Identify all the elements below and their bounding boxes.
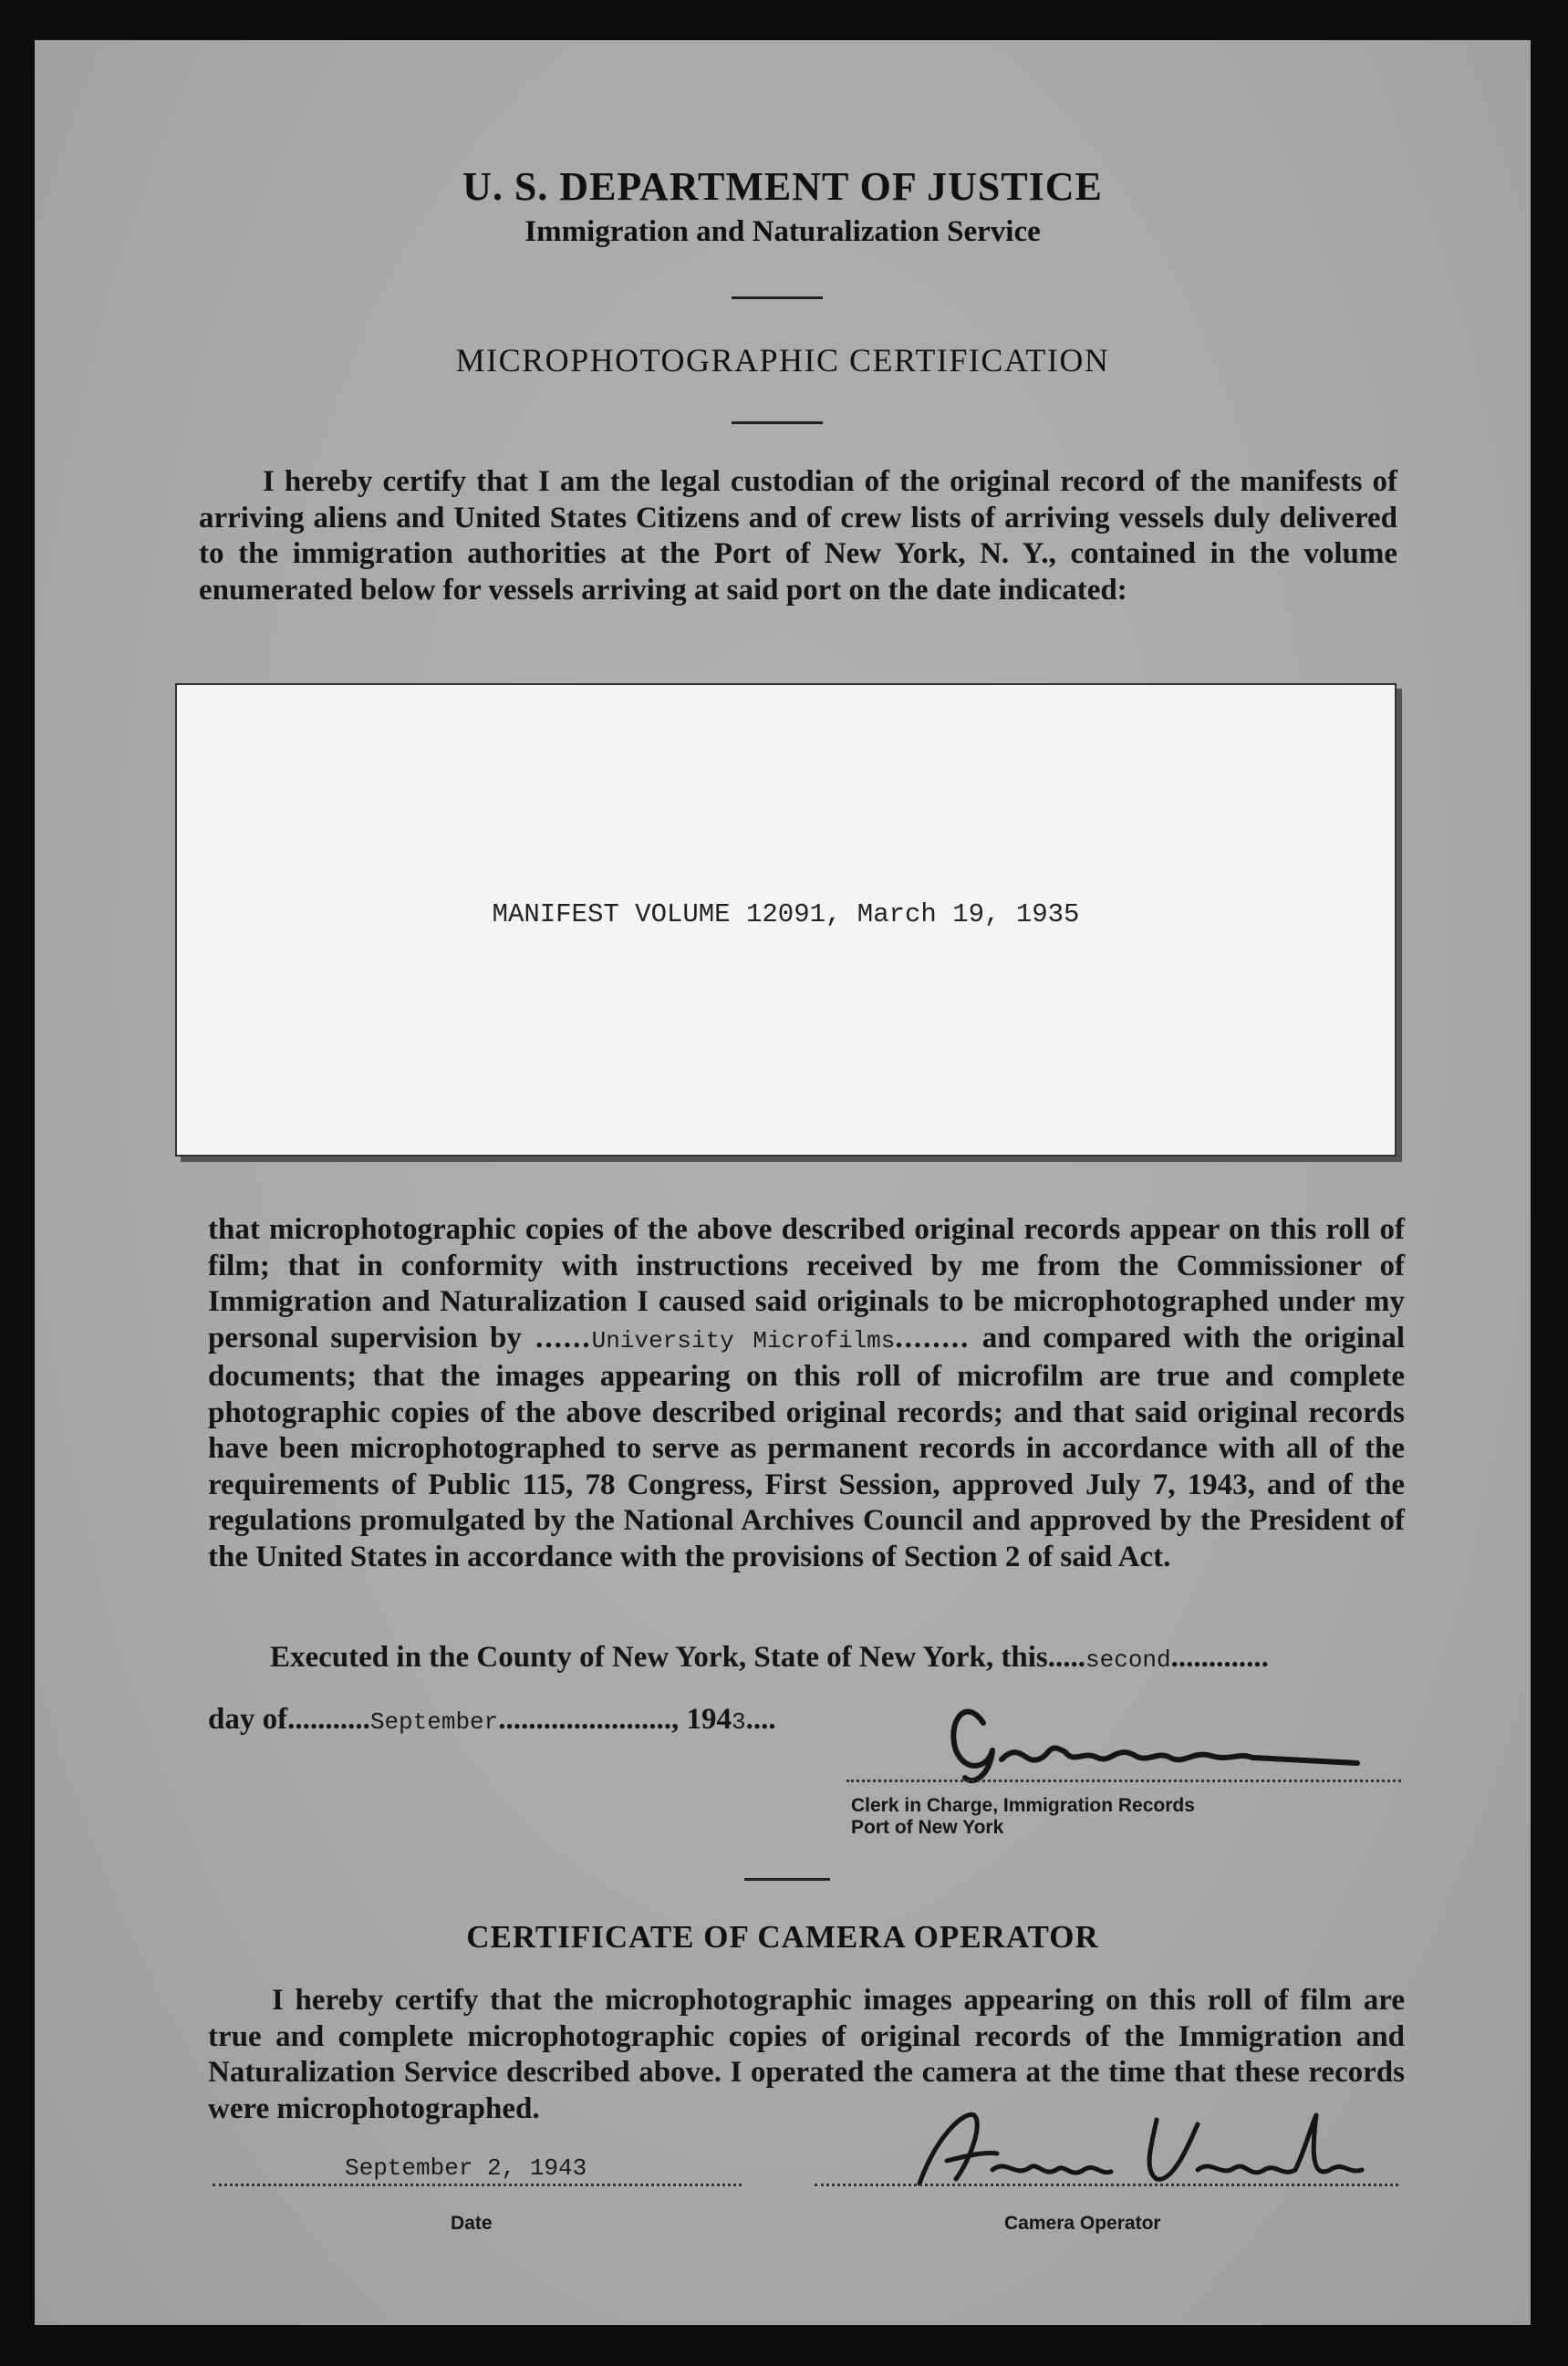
department-heading: U. S. DEPARTMENT OF JUSTICE: [462, 164, 1103, 209]
divider: [744, 1878, 830, 1881]
camera-operator-paragraph: I hereby certify that the microphotographic images appearing on this roll of film are true and complete microphotographic copies of original records of the Immigration and Naturalization Service described above. I operated the camera at the time that these records were microphotographed.: [208, 1984, 1405, 2125]
year-prefix: 194: [686, 1703, 732, 1736]
clerk-label: [851, 1795, 1195, 1839]
clerk-location: Port of New York: [851, 1817, 1004, 1838]
camera-operator-title: CERTIFICATE OF CAMERA OPERATOR: [466, 1919, 1099, 1955]
execution-line: Executed in the County of New York, State of New York, this.....second.............: [270, 1641, 1269, 1674]
divider: [732, 296, 823, 299]
operator-signature-line: [815, 2184, 1398, 2186]
execution-month: September: [369, 1708, 499, 1736]
body-text-part2: and compared with the original documents; that the images appearing on this roll of microfilm are true and complete photographic copies of the above described original records; and that said original records have been microphotographed to serve as permanent records in accordance with all of the requirements of Public 115, 78 Congress, First Session, approved July 7, 1943, and of the regulations promulgated by the National Archives Council and approved by the President of the United States in accordance with the provisions of Section 2 of said Act.: [208, 1321, 1406, 1573]
operator-date-value: September 2, 1943: [345, 2154, 587, 2182]
clerk-title: Clerk in Charge, Immigration Records: [851, 1795, 1195, 1816]
certification-body: that microphotographic copies of the above described original records appear on this roll of film; that in conformity with instructions received by me from the Commissioner of Immigration and Naturalization I caused said originals to be microphotographed under my personal supervision by ......University Microfilms........ and compared with the original documents; that the images appearing on this roll of microfilm are true and complete photographic copies of the above described original records; and that said original records have been microphotographed to serve as permanent records in accordance with all of the requirements of Public 115, 78 Congress, First Session, approved July 7, 1943, and of the regulations promulgated by the National Archives Council and approved by the President of the United States in accordance with the provisions of Section 2 of said Act.: [208, 1213, 1406, 1573]
supervised-by-value: University Microfilms: [591, 1326, 896, 1354]
clerk-signature-line: [846, 1780, 1401, 1782]
date-label: Date: [451, 2213, 493, 2234]
intro-paragraph: I hereby certify that I am the legal custodian of the original record of the manifests of arriving aliens and United States Citizens and of crew lists of arriving vessels duly delivered to the immigration authorities at the Port of New York, N. Y., contained in the volume enumerated below for vessels arriving at said port on the date indicated:: [199, 465, 1397, 607]
certification-title: MICROPHOTOGRAPHIC CERTIFICATION: [455, 342, 1110, 379]
certificate-page: [35, 40, 1531, 2325]
operator-signature: [883, 2097, 1376, 2197]
manifest-card: [175, 683, 1397, 1157]
execution-day: second: [1085, 1646, 1171, 1674]
date-line-dots: [213, 2184, 742, 2186]
camera-operator-label: Camera Operator: [1004, 2213, 1161, 2234]
service-subheading: Immigration and Naturalization Service: [524, 215, 1041, 248]
divider: [732, 421, 823, 424]
date-line: day of...........September......................., 1943....: [208, 1703, 776, 1736]
body-text-part1: that microphotographic copies of the above described original records appear on this roll of film; that in conformity with instructions received by me from the Commissioner of Immigration and Naturalization I caused said originals to be microphotographed under my personal supervision by: [208, 1213, 1405, 1354]
manifest-volume-text: MANIFEST VOLUME 12091, March 19, 1935: [492, 899, 1080, 929]
execution-prefix: Executed in the County of New York, State of New York, this: [270, 1641, 1048, 1674]
year-digit: 3: [732, 1708, 746, 1736]
day-of-prefix: day of: [208, 1703, 288, 1736]
